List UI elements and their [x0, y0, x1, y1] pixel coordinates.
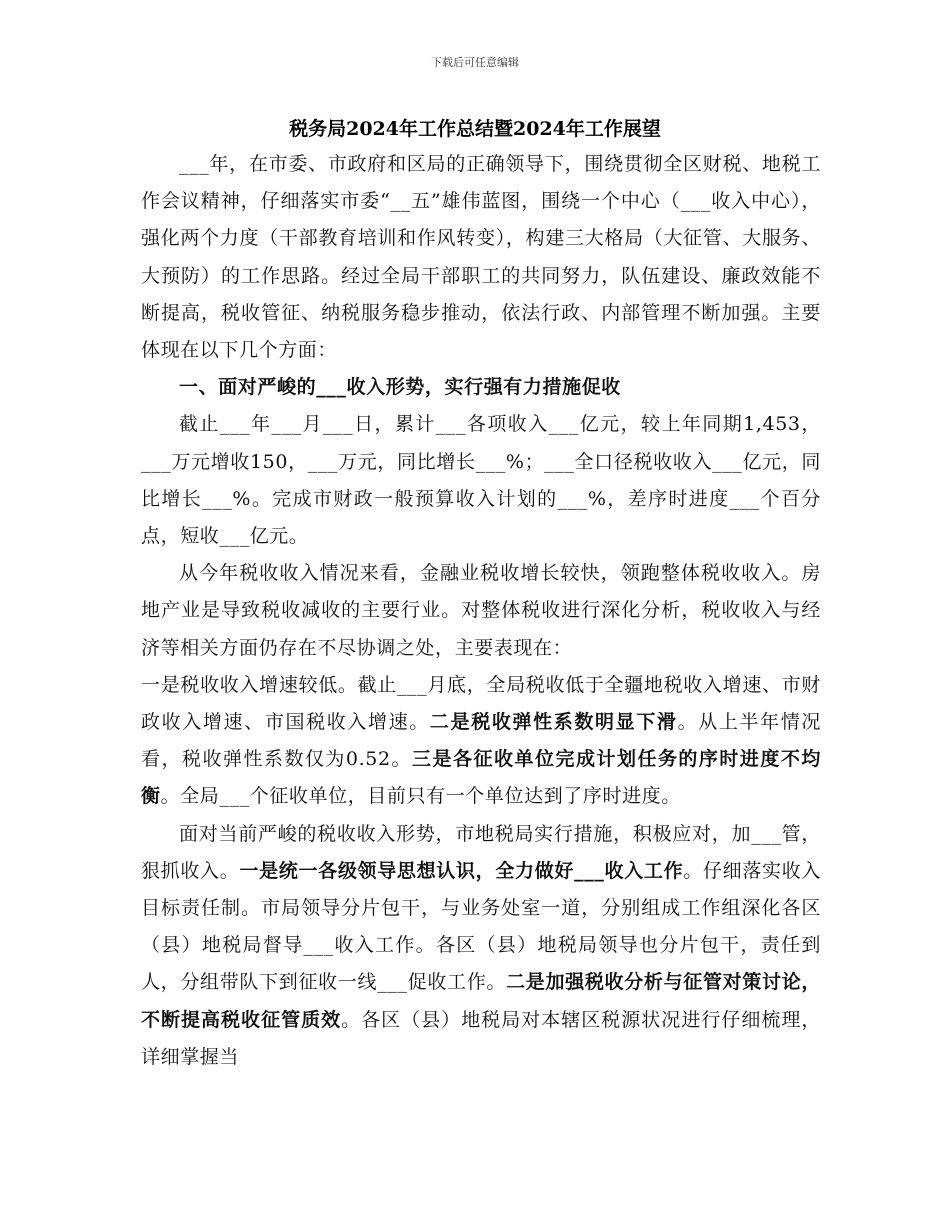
document-body [141, 146, 821, 1076]
stats-paragraph: 截止___年___月___日，累计___各项收入___亿元，较上年同期1,453，___万元增收150，___万元，同比增长___%；___全口径税收收入___亿元，同比增长___%。完成市财政一般预算收入计划的___%，差序时进度___个百分点，短收___亿元。 [141, 413, 821, 548]
analysis-text-1: 从今年税收收入情况来看，金融业税收增长较快，领跑整体税收收入。房地产业是导致税收减收的主要行业。对整体税收进行深化分析，税收收入与经济等相关方面仍存在不尽协调之处，主要表现在： [141, 562, 821, 659]
analysis-points-paragraph [141, 667, 821, 816]
section-heading-1: 一、面对严峻的___收入形势，实行强有力措施促收 [179, 376, 621, 399]
analysis-paragraph [141, 555, 821, 667]
analysis-bold-1: 二是税收弹性系数明显下滑 [429, 711, 678, 734]
page-header: 下载后可任意编辑 [431, 56, 519, 69]
analysis-text-4: 。全局___个征收单位，目前只有一个单位达到了序时进度。 [160, 785, 681, 808]
measures-bold-2: 二是加强税收分析与征管对策讨论，不断提高税收征管质效 [141, 971, 821, 1031]
measures-text-2: 。仔细落实收入目标责任制。市局领导分片包干，与业务处室一道，分别组成工作组深化各区（县）地税局督导___收入工作。各区（县）地税局领导也分片包干，责任到人，分组带队下到征收一线___促收工作。 [141, 859, 821, 994]
document-title: 税务局2024年工作总结暨2024年工作展望 [289, 118, 661, 140]
analysis-bold-2: 三是各征收单位完成计划任务的序时进度不均衡 [141, 748, 821, 808]
analysis-text-3: 。从上半年情况看，税收弹性系数仅为0.52。 [141, 711, 822, 771]
measures-text-3: 。各区（县）地税局对本辖区税源状况进行仔细梳理，详细掌握当 [141, 1008, 821, 1068]
measures-bold-1: 一是统一各级领导思想认识，全力做好___收入工作 [239, 859, 684, 882]
measures-paragraph [141, 816, 821, 1076]
intro-paragraph: ___年，在市委、市政府和区局的正确领导下，围绕贯彻全区财税、地税工作会议精神，仔细落实市委“__五”雄伟蓝图，围绕一个中心（___收入中心），强化两个力度（干部教育培训和作风转变），构建三大格局（大征管、大服务、大预防）的工作思路。经过全局干部职工的共同努力，队伍建设、廉政效能不断提高，税收管征、纳税服务稳步推动，依法行政、内部管理不断加强。主要体现在以下几个方面： [141, 153, 821, 362]
measures-text-1: 面对当前严峻的税收收入形势，市地税局实行措施，积极应对，加___管，狠抓收入。 [141, 822, 821, 882]
analysis-text-2: 一是税收收入增速较低。截止___月底，全局税收低于全疆地税收入增速、市财政收入增速、市国税收入增速。 [141, 673, 821, 734]
